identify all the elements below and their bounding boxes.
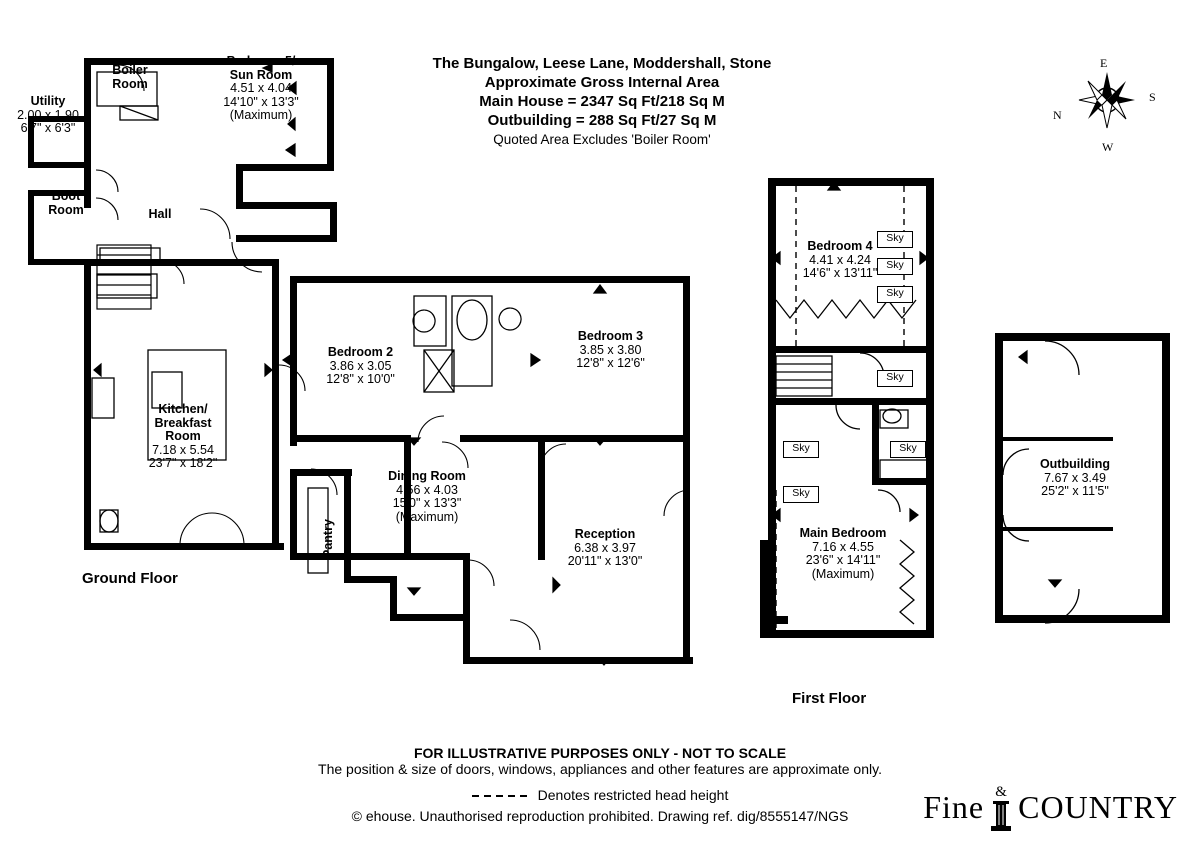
bedroom3-name: Bedroom 3 (577, 329, 644, 343)
pantry-name: Pantry (321, 519, 335, 558)
utility-name: Utility (30, 94, 66, 108)
first-floor-plan (740, 160, 970, 680)
mainbed-imperial: 23'6" x 14'11" (805, 553, 881, 567)
room-label-utility (0, 95, 96, 136)
kitchen-name2: Breakfast (154, 415, 212, 430)
dining-name: Dining Room (388, 469, 466, 483)
footer-disclaimer (0, 745, 1200, 777)
room-label-pantry (307, 480, 335, 560)
bedroom5-name: Bedroom 5/ (226, 54, 296, 68)
room-label-reception (540, 528, 670, 569)
compass-rose (1052, 50, 1162, 154)
bedroom2-imperial: 12'8" x 10'0" (326, 372, 395, 386)
boiler-name2: Room (112, 76, 148, 91)
brand-fine: Fine (923, 789, 985, 825)
skylight-7: Sky (783, 486, 819, 503)
hall-name: Hall (148, 207, 172, 221)
room-label-boiler-room (90, 64, 170, 91)
reception-name: Reception (574, 527, 636, 541)
room-label-main-bedroom (768, 527, 918, 581)
mainbed-name: Main Bedroom (799, 526, 887, 540)
kitchen-metric: 7.18 x 5.54 (152, 442, 214, 457)
bedroom5-note: (Maximum) (229, 108, 293, 122)
compass-label-w: W (1102, 140, 1114, 154)
plan-subtitle: Approximate Gross Internal Area (484, 74, 720, 91)
first-floor-label: First Floor (792, 690, 867, 707)
skylight-2: Sky (877, 258, 913, 275)
kitchen-name: Kitchen/ (158, 402, 208, 416)
compass-label-e: E (1100, 56, 1108, 70)
room-label-kitchen (128, 403, 238, 471)
bedroom4-metric: 4.41 x 4.24 (809, 252, 871, 267)
bedroom4-imperial: 14'6" x 13'11" (802, 266, 878, 280)
room-label-hall (120, 208, 200, 222)
bedroom3-imperial: 12'8" x 12'6" (576, 356, 645, 370)
kitchen-imperial: 23'7" x 18'2" (148, 456, 218, 470)
outbuilding-imperial: 25'2" x 11'5" (1041, 484, 1109, 498)
ground-floor-label: Ground Floor (82, 570, 178, 587)
brand-country: COUNTRY (1018, 789, 1178, 825)
room-label-outbuilding (1000, 458, 1150, 499)
room-label-boot-room (30, 190, 102, 217)
bedroom5-imperial: 14'10" x 13'3" (223, 94, 299, 109)
skylight-4: Sky (877, 370, 913, 387)
bedroom5-name2: Sun Room (229, 67, 293, 82)
boot-name2: Room (48, 202, 84, 217)
copyright-line: © ehouse. Unauthorised reproduction prohibited. Drawing ref. dig/8555147/NGS (351, 808, 849, 824)
skylight-6: Sky (890, 441, 926, 458)
boot-name: Boot (51, 189, 81, 203)
skylight-3: Sky (877, 286, 913, 303)
compass-label-n: N (1053, 108, 1062, 122)
plan-title: The Bungalow, Leese Lane, Moddershall, Stone (432, 55, 772, 72)
mainbed-metric: 7.16 x 4.55 (812, 539, 874, 554)
outbuilding-metric: 7.67 x 3.49 (1044, 470, 1106, 485)
bedroom2-metric: 3.86 x 3.05 (329, 358, 392, 373)
room-label-bedroom5 (181, 55, 341, 123)
outbuilding-name: Outbuilding (1039, 457, 1111, 471)
bedroom2-name: Bedroom 2 (327, 345, 394, 359)
footer-line2: The position & size of doors, windows, appliances and other features are approximate only. (318, 761, 882, 777)
bedroom4-name: Bedroom 4 (807, 239, 873, 253)
reception-metric: 6.38 x 3.97 (574, 540, 636, 555)
kitchen-name3: Room (165, 429, 201, 443)
dining-note: (Maximum) (395, 509, 459, 524)
footer-line3: Denotes restricted head height (537, 787, 729, 803)
dashed-line-icon (472, 791, 532, 801)
footer-line1: FOR ILLUSTRATIVE PURPOSES ONLY - NOT TO SCALE (413, 745, 787, 761)
room-label-bedroom3 (548, 330, 673, 371)
main-house-area: Main House = 2347 Sq Ft/218 Sq M (479, 93, 725, 110)
area-exclusion-note: Quoted Area Excludes 'Boiler Room' (493, 132, 711, 147)
dining-metric: 4.56 x 4.03 (396, 482, 458, 497)
skylight-1: Sky (877, 231, 913, 248)
skylight-5: Sky (783, 441, 819, 458)
room-label-bedroom2 (298, 346, 423, 387)
boiler-name: Boiler (112, 63, 148, 77)
utility-imperial: 6'7" x 6'3" (20, 121, 76, 135)
outbuilding-area: Outbuilding = 288 Sq Ft/27 Sq M (487, 112, 717, 129)
bedroom5-metric: 4.51 x 4.04 (230, 81, 292, 95)
bedroom3-metric: 3.85 x 3.80 (579, 342, 642, 357)
compass-label-s: S (1149, 90, 1156, 104)
mainbed-note: (Maximum) (811, 566, 875, 581)
utility-metric: 2.00 x 1.90 (17, 107, 79, 122)
brand-ampersand: & (995, 784, 1007, 800)
column-icon (990, 801, 1012, 831)
fine-and-country-logo (923, 784, 1178, 831)
room-label-dining (357, 470, 497, 524)
dining-imperial: 15'0" x 13'3" (392, 496, 462, 510)
reception-imperial: 20'11" x 13'0" (567, 554, 643, 568)
